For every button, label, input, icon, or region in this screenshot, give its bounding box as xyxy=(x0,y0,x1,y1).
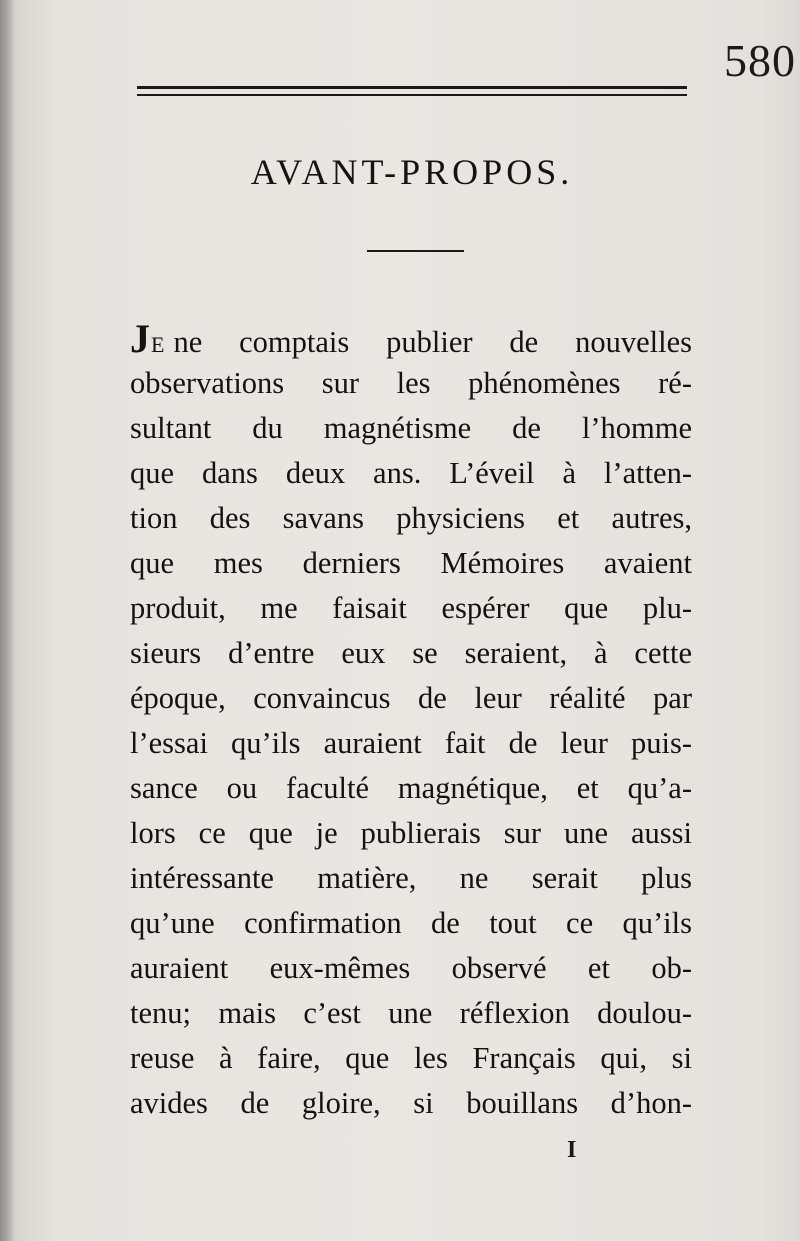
text-line: tenu; mais c’est une réflexion doulou- xyxy=(130,996,692,1030)
page-number: 580 xyxy=(724,35,796,86)
text-line: reuse à faire, que les Français qui, si xyxy=(130,1041,692,1075)
title-underline-rule xyxy=(367,250,464,252)
header-double-rule xyxy=(137,86,687,98)
small-capital: E xyxy=(151,332,166,357)
text-line: intéressante matière, ne serait plus xyxy=(130,861,692,895)
first-line-text: ne comptais publier de nouvelles xyxy=(173,325,692,359)
text-line-1 xyxy=(130,316,692,361)
text-line: que dans deux ans. L’éveil à l’atten- xyxy=(130,456,692,490)
text-line: l’essai qu’ils auraient fait de leur puis- xyxy=(130,726,692,760)
text-line: avides de gloire, si bouillans d’hon- xyxy=(130,1086,692,1120)
text-line: observations sur les phénomènes ré- xyxy=(130,366,692,400)
body-paragraph xyxy=(130,316,692,1126)
text-line: produit, me faisait espérer que plu- xyxy=(130,591,692,625)
text-line: époque, convaincus de leur réalité par xyxy=(130,681,692,715)
text-line: tion des savans physiciens et autres, xyxy=(130,501,692,535)
text-line: sance ou faculté magnétique, et qu’a- xyxy=(130,771,692,805)
gutter-shadow xyxy=(0,0,14,1241)
text-line: sieurs d’entre eux se seraient, à cette xyxy=(130,636,692,670)
page-title: AVANT-PROPOS. xyxy=(250,152,574,192)
text-line: sultant du magnétisme de l’homme xyxy=(130,411,692,445)
text-line: qu’une confirmation de tout ce qu’ils xyxy=(130,906,692,940)
header-rule-thick xyxy=(137,86,687,89)
drop-capital: J xyxy=(130,316,151,361)
signature-mark: I xyxy=(567,1137,577,1163)
text-line: que mes derniers Mémoires avaient xyxy=(130,546,692,580)
text-line: lors ce que je publierais sur une aussi xyxy=(130,816,692,850)
header-rule-thin xyxy=(137,94,687,96)
text-line: auraient eux-mêmes observé et ob- xyxy=(130,951,692,985)
